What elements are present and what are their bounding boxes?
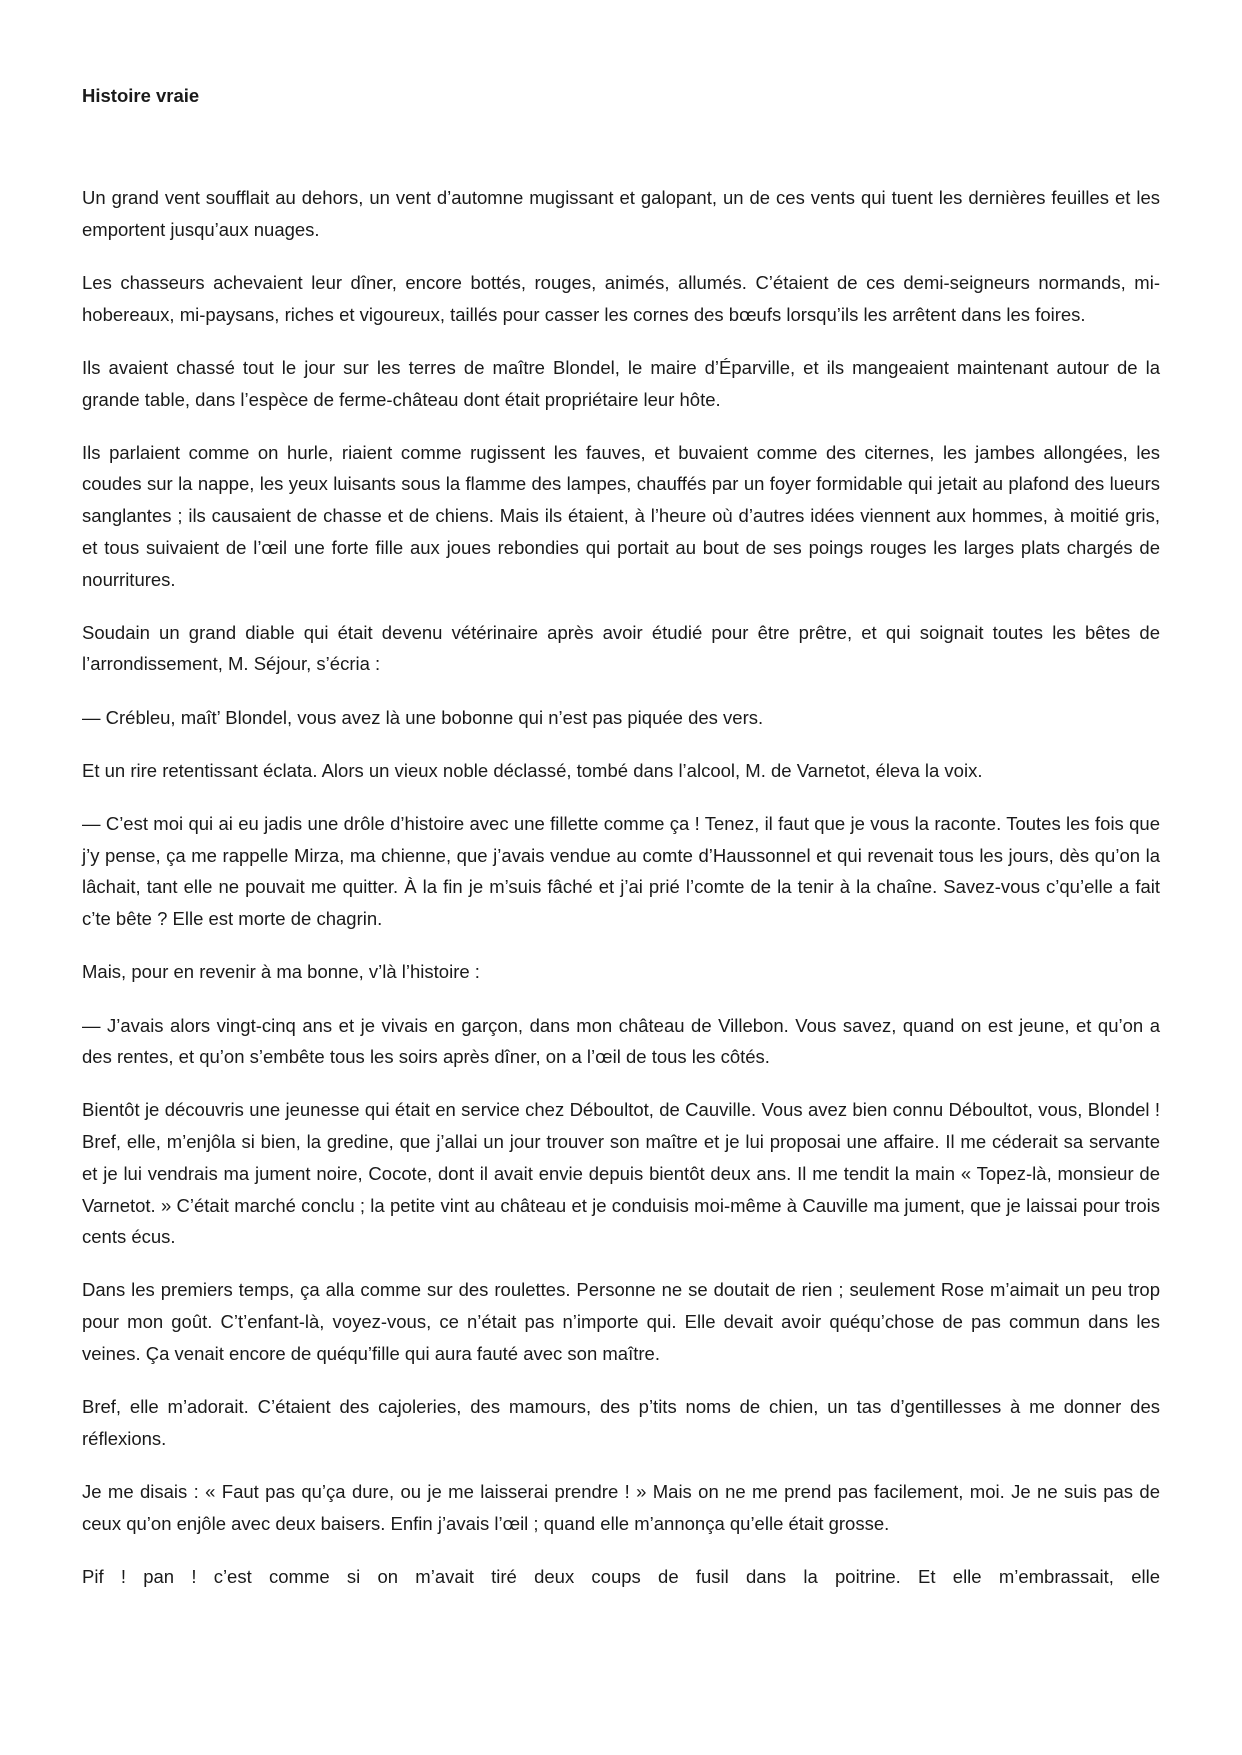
paragraph: Mais, pour en revenir à ma bonne, v’là l’histoire : xyxy=(82,961,480,983)
paragraph: — Crébleu, maît’ Blondel, vous avez là une bobonne qui n’est pas piquée des vers. xyxy=(82,706,764,728)
paragraph: Bientôt je découvris une jeunesse qui était en service chez Déboultot, de Cauville. Vous avez bien connu Déboultot, vous, Blondel ! Bref, elle, m’enjôla si bien, la gredine, que j’allai un jour trouver son maître et je lui proposai une affaire. Il me céderait sa servante et je lui vendrais ma jument noire, Cocote, dont il avait envie depuis bientôt deux ans. Il me tendit la main « Topez-là, monsieur de Varnetot. » C’était marché conclu ; la petite vint au château et je conduisis moi-même à Cauville ma jument, que je laissai pour trois cents écus. xyxy=(82,1099,1160,1248)
paragraph: — C’est moi qui ai eu jadis une drôle d’histoire avec une fillette comme ça ! Tenez, il faut que je vous la raconte. Toutes les fois que j’y pense, ça me rappelle Mirza, ma chienne, que j’avais vendue au comte d’Haussonnel et qui revenait tous les jours, dès qu’on la lâchait, tant elle ne pouvait me quitter. À la fin je m’suis fâché et j’ai prié l’comte de la tenir à la chaîne. Savez-vous c’qu’elle a fait c’te bête ? Elle est morte de chagrin. xyxy=(82,813,1160,930)
paragraph: Un grand vent soufflait au dehors, un vent d’automne mugissant et galopant, un de ces vents qui tuent les dernières feuilles et les emportent jusqu’aux nuages. xyxy=(82,187,1160,240)
paragraph-continued: Pif ! pan ! c’est comme si on m’avait tiré deux coups de fusil dans la poitrine. Et elle m’embrassait, elle xyxy=(82,1565,1160,1587)
paragraph: — J’avais alors vingt-cinq ans et je vivais en garçon, dans mon château de Villebon. Vous savez, quand on est jeune, et qu’on a des rentes, et qu’on s’embête tous les soirs après dîner, on a l’œil de tous les côtés. xyxy=(82,1014,1160,1068)
paragraph: Bref, elle m’adorait. C’étaient des cajoleries, des mamours, des p’tits noms de chien, un tas d’gentillesses à me donner des réflexions. xyxy=(82,1396,1160,1449)
paragraph: Je me disais : « Faut pas qu’ça dure, ou je me laisserai prendre ! » Mais on ne me prend pas facilement, moi. Je ne suis pas de ceux qu’on enjôle avec deux baisers. Enfin j’avais l’œil ; quand elle m’annonça qu’elle était grosse. xyxy=(82,1481,1160,1534)
paragraph: Dans les premiers temps, ça alla comme sur des roulettes. Personne ne se doutait de rien ; seulement Rose m’aimait un peu trop pour mon goût. C’t’enfant-là, voyez-vous, ce n’était pas n’importe qui. Elle devait avoir quéqu’chose de pas commun dans les veines. Ça venait encore de quéqu’fille qui aura fauté avec son maître. xyxy=(82,1279,1160,1364)
paragraph: Ils parlaient comme on hurle, riaient comme rugissent les fauves, et buvaient comme des citernes, les jambes allongées, les coudes sur la nappe, les yeux luisants sous la flamme des lampes, chauffés par un foyer formidable qui jetait au plafond des lueurs sanglantes ; ils causaient de chasse et de chiens. Mais ils étaient, à l’heure où d’autres idées viennent aux hommes, à moitié gris, et tous suivaient de l’œil une forte fille aux joues rebondies qui portait au bout de ses poings rouges les larges plats chargés de nourritures. xyxy=(82,441,1160,590)
paragraph: Et un rire retentissant éclata. Alors un vieux noble déclassé, tombé dans l’alcool, M. de Varnetot, éleva la voix. xyxy=(82,759,983,781)
document-title: Histoire vraie xyxy=(82,85,200,106)
document-page xyxy=(82,0,1160,1755)
paragraph: Ils avaient chassé tout le jour sur les terres de maître Blondel, le maire d’Éparville, et ils mangeaient maintenant autour de la grande table, dans l’espèce de ferme-château dont était propriétaire leur hôte. xyxy=(82,356,1160,410)
paragraph: Soudain un grand diable qui était devenu vétérinaire après avoir étudié pour être prêtre, et qui soignait toutes les bêtes de l’arrondissement, M. Séjour, s’écria : xyxy=(82,621,1160,675)
document-body xyxy=(82,182,1160,1593)
paragraph: Les chasseurs achevaient leur dîner, encore bottés, rouges, animés, allumés. C’étaient de ces demi-seigneurs normands, mi-hobereaux, mi-paysans, riches et vigoureux, taillés pour casser les cornes des bœufs lorsqu’ils les arrêtent dans les foires. xyxy=(82,271,1160,325)
